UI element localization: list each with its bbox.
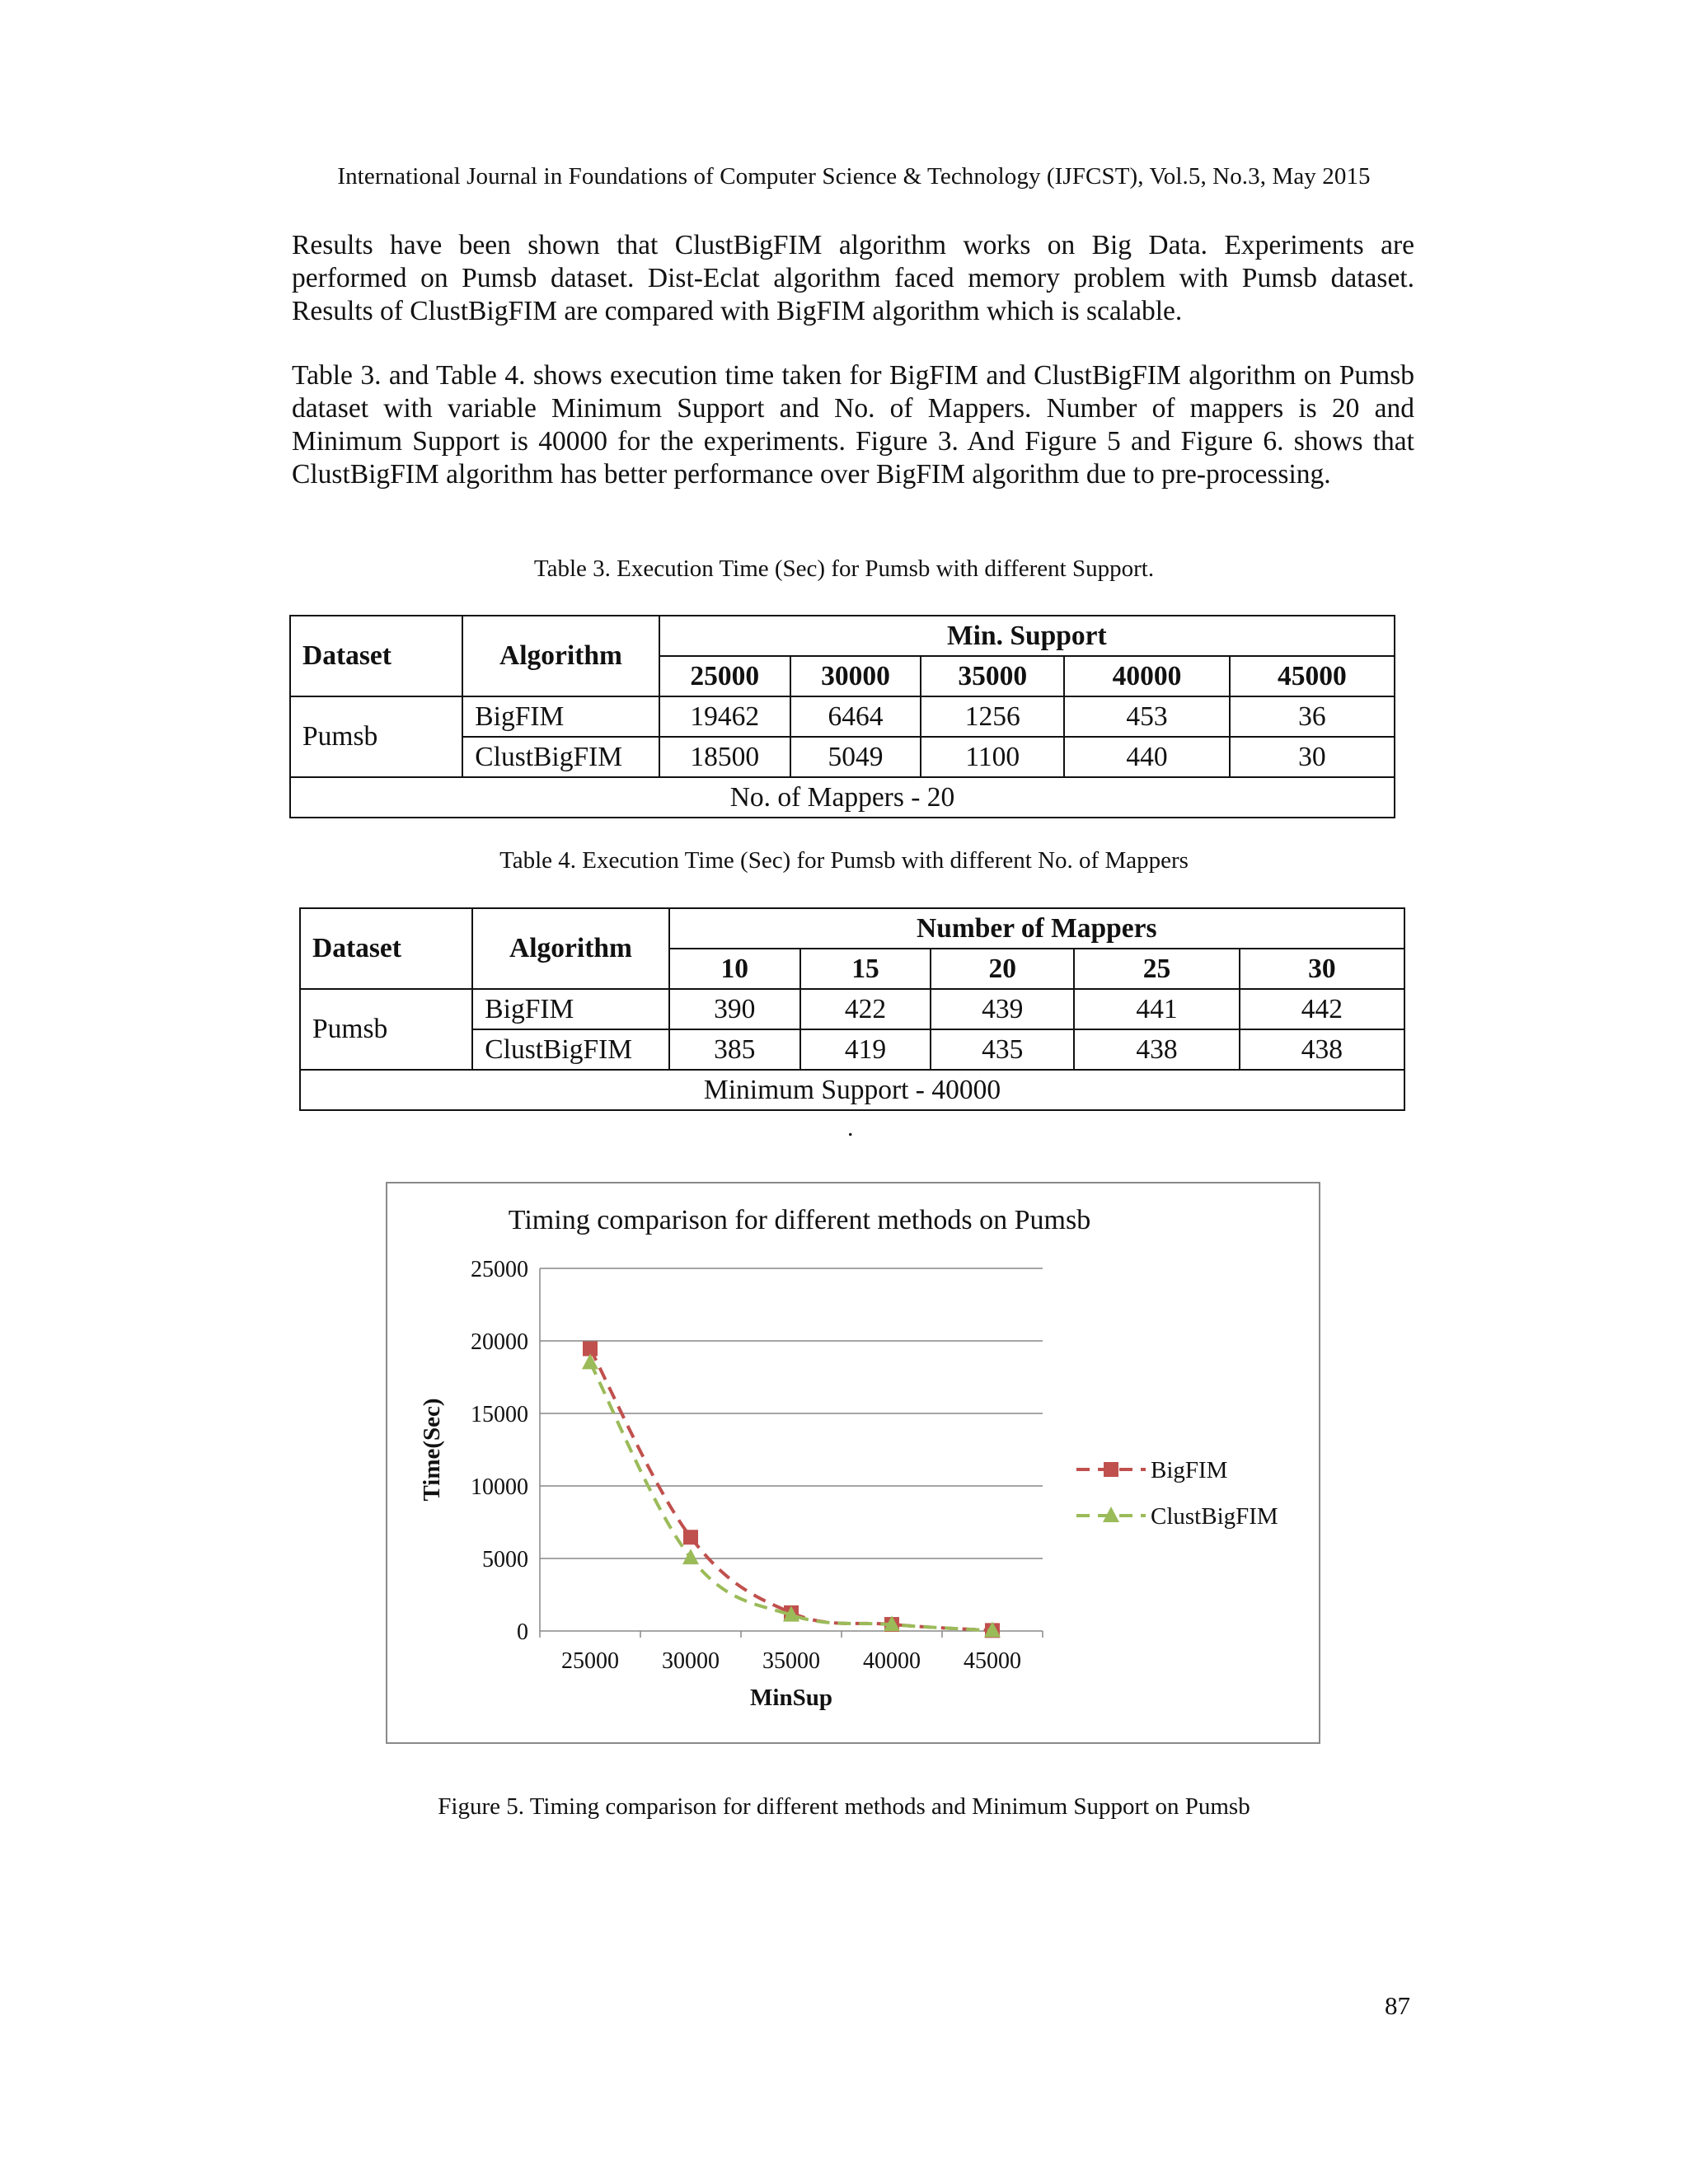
table4-value-cell: 441 (1074, 989, 1239, 1029)
x-axis-title: MinSup (750, 1685, 832, 1711)
table4-mappers-col: 10 (669, 949, 800, 989)
table3-value-cell: 453 (1064, 696, 1229, 737)
table3-support-col: 45000 (1230, 656, 1395, 696)
legend-label: BigFIM (1151, 1457, 1228, 1483)
x-tick-label: 35000 (762, 1648, 820, 1674)
table4 (299, 907, 1405, 1111)
table3-algorithm-cell: ClustBigFIM (462, 737, 659, 777)
table4-value-cell: 422 (800, 989, 931, 1029)
table4-value-cell: 438 (1240, 1029, 1404, 1070)
y-axis-title: Time(Sec) (419, 1398, 445, 1502)
legend-marker (1104, 1462, 1118, 1477)
table3-algorithm-cell: BigFIM (462, 696, 659, 737)
y-tick-label: 5000 (482, 1547, 528, 1572)
data-point (682, 1549, 699, 1564)
table3-value-cell: 6464 (790, 696, 921, 737)
table3-value-cell: 19462 (659, 696, 790, 737)
table3-support-col: 25000 (659, 656, 790, 696)
stray-dot: . (847, 1114, 854, 1141)
table3 (289, 615, 1395, 818)
y-tick-label: 0 (517, 1619, 528, 1645)
page-number: 87 (1385, 1991, 1410, 2020)
timing-chart (387, 1183, 1319, 1742)
table3-value-cell: 30 (1230, 737, 1395, 777)
table4-header-dataset: Dataset (300, 908, 472, 989)
table-row (290, 696, 1395, 737)
table3-header-min-support: Min. Support (659, 616, 1395, 656)
x-tick-label: 45000 (964, 1648, 1021, 1674)
table4-mappers-col: 15 (800, 949, 931, 989)
table4-header-mappers: Number of Mappers (669, 908, 1404, 949)
y-tick-label: 15000 (471, 1402, 528, 1427)
legend-label: ClustBigFIM (1151, 1503, 1278, 1530)
table-row (300, 989, 1404, 1029)
y-tick-label: 25000 (471, 1257, 528, 1282)
table3-value-cell: 18500 (659, 737, 790, 777)
table3-footer: No. of Mappers - 20 (290, 777, 1395, 818)
table3-value-cell: 1256 (921, 696, 1064, 737)
table3-value-cell: 440 (1064, 737, 1229, 777)
table3-header-dataset: Dataset (290, 616, 462, 696)
table4-mappers-col: 20 (931, 949, 1074, 989)
table4-footer: Minimum Support - 40000 (300, 1070, 1404, 1110)
chart-title: Timing comparison for different methods on Pumsb (508, 1205, 1091, 1235)
paragraph-tables: Table 3. and Table 4. shows execution time taken for BigFIM and ClustBigFIM algorithm on Pumsb dataset with variable Minimum Support and No. of Mappers. Number of mappers is 20 and Minimum Support is 40000 for the experiments. Figure 3. And Figure 5 and Figure 6. shows that ClustBigFIM algorithm has better performance over BigFIM algorithm due to pre-processing. (292, 360, 1414, 490)
table4-algorithm-cell: BigFIM (472, 989, 668, 1029)
y-tick-label: 20000 (471, 1329, 528, 1355)
table3-value-cell: 1100 (921, 737, 1064, 777)
figure-caption: Figure 5. Timing comparison for different methods and Minimum Support on Pumsb (438, 1793, 1250, 1820)
x-tick-label: 40000 (863, 1648, 921, 1674)
chart-figure (386, 1182, 1320, 1744)
table3-support-col: 30000 (790, 656, 921, 696)
table3-value-cell: 36 (1230, 696, 1395, 737)
table3-header-algorithm: Algorithm (462, 616, 659, 696)
series-line-ClustBigFIM (590, 1362, 992, 1630)
table4-algorithm-cell: ClustBigFIM (472, 1029, 668, 1070)
table4-header-algorithm: Algorithm (472, 908, 668, 989)
table3-dataset-cell: Pumsb (290, 696, 462, 777)
table4-dataset-cell: Pumsb (300, 989, 472, 1070)
table4-caption: Table 4. Execution Time (Sec) for Pumsb with different No. of Mappers (499, 847, 1189, 874)
table3-support-col: 35000 (921, 656, 1064, 696)
table4-value-cell: 390 (669, 989, 800, 1029)
table4-value-cell: 385 (669, 1029, 800, 1070)
table3-value-cell: 5049 (790, 737, 921, 777)
table4-value-cell: 419 (800, 1029, 931, 1070)
table3-support-col: 40000 (1064, 656, 1229, 696)
x-tick-label: 30000 (662, 1648, 720, 1674)
journal-header: International Journal in Foundations of Computer Science & Technology (IJFCST), Vol.5, No.3, May 2015 (337, 163, 1371, 190)
table4-value-cell: 442 (1240, 989, 1404, 1029)
y-tick-label: 10000 (471, 1474, 528, 1500)
table4-mappers-col: 30 (1240, 949, 1404, 989)
table4-mappers-col: 25 (1074, 949, 1239, 989)
table3-caption: Table 3. Execution Time (Sec) for Pumsb with different Support. (533, 555, 1155, 582)
x-tick-label: 25000 (561, 1648, 619, 1674)
paragraph-results: Results have been shown that ClustBigFIM algorithm works on Big Data. Experiments are performed on Pumsb dataset. Dist-Eclat algorithm faced memory problem with Pumsb dataset. Results of ClustBigFIM are compared with BigFIM algorithm which is scalable. (292, 230, 1414, 326)
table4-value-cell: 439 (931, 989, 1074, 1029)
table4-value-cell: 435 (931, 1029, 1074, 1070)
table4-value-cell: 438 (1074, 1029, 1239, 1070)
data-point (683, 1530, 698, 1544)
